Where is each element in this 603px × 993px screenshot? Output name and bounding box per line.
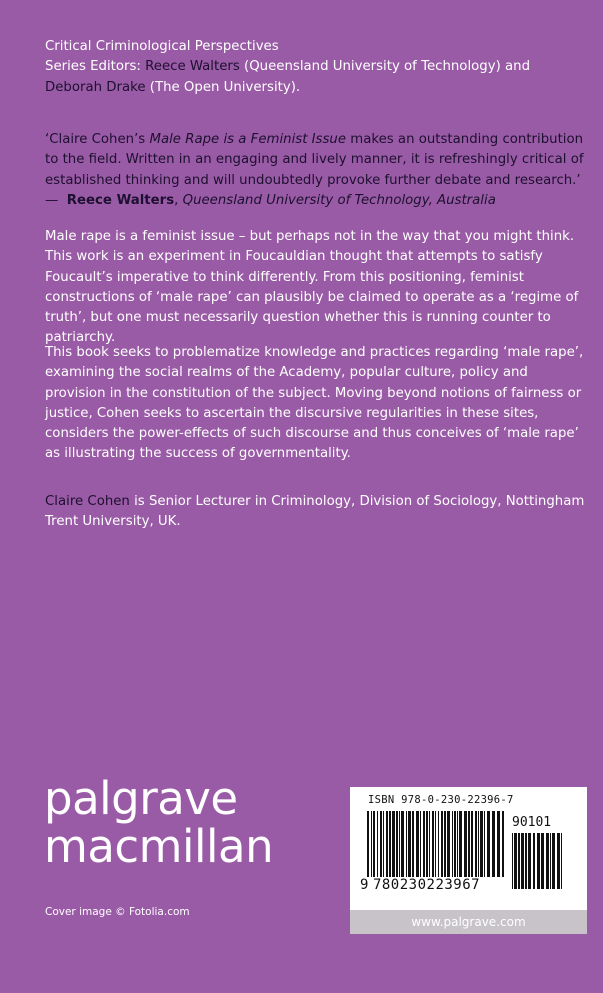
author-bio (45, 492, 585, 533)
barcode-addon-bars-icon (512, 833, 562, 889)
endorsement-quote: ‘Claire Cohen’s Male Rape is a Feminist Issue makes an outstanding contribution to the field. Written in an engaging and lively manner, it is refreshingly critical of established thinking and will undoubtedly provoke further debate and research.’ — Reece Walters, Queensland University of Technology, Australia (45, 132, 584, 208)
author-name: Claire Cohen (45, 494, 130, 509)
quote-attribution-affiliation: Queensland University of Technology, Australia (182, 192, 496, 208)
quote-text: makes an outstanding contribution to the field. Written in an engaging and lively manner, it is refreshingly critical of established thinking and will undoubtedly provoke further debate and research.’ (45, 132, 584, 188)
isbn-text: ISBN 978-0-230-22396-7 (368, 794, 514, 806)
barcode-bars-icon (367, 811, 505, 877)
price-code: 90101 (512, 815, 552, 830)
publisher-logo-line: palgrave (44, 772, 238, 825)
series-editors-prefix: Series Editors: (45, 59, 141, 75)
series-editors (45, 57, 585, 98)
quote-book-title: Male Rape is a Feminist Issue (149, 132, 347, 147)
quote-open: ‘Claire Cohen’s (45, 132, 146, 147)
publisher-website[interactable]: www.palgrave.com (350, 910, 587, 934)
barcode-lead-digit: 9 (360, 877, 369, 893)
quote-dash: — (45, 192, 59, 208)
publisher-logo-line: macmillan (44, 820, 274, 873)
description-paragraph: Male rape is a feminist issue – but perhaps not in the way that you might think. This work is an experiment in Foucauldian thought that attempts to satisfy Foucault’s imperative to think differently. From this positioning, feminist constructions of ‘male rape’ can plausibly be claimed to operate as a ‘regime of truth’, but one must necessarily question whether this is running counter to patriarchy. (45, 229, 579, 346)
description-paragraph: This book seeks to problematize knowledge and practices regarding ‘male rape’, examining the social realms of the Academy, popular culture, policy and provision in the constitution of the subject. Moving beyond notions of fairness or justice, Cohen seeks to ascertain the discursive regularities in these sites, considers the power-effects of such discourse and thus conceives of ‘male rape’ as illustrating the success of governmentality. (45, 345, 584, 462)
barcode-group: 223967 (426, 877, 481, 893)
barcode-group: 780230 (372, 877, 427, 893)
cover-credit: Cover image © Fotolia.com (45, 906, 190, 918)
editor-name: Deborah Drake (45, 79, 146, 95)
editor-name: Reece Walters (145, 59, 240, 75)
editor-affiliation: (The Open University). (149, 79, 301, 95)
barcode-box (350, 787, 587, 910)
barcode-number (360, 877, 480, 893)
quote-attribution-name: Reece Walters (66, 192, 175, 208)
publisher-logo (44, 772, 274, 873)
author-bio-text: is Senior Lecturer in Criminology, Division of Sociology, Nottingham Trent University, UK. (45, 494, 585, 530)
series-title: Critical Criminological Perspectives (45, 39, 279, 54)
series-info (45, 37, 585, 98)
editor-affiliation: (Queensland University of Technology) and (244, 59, 531, 75)
